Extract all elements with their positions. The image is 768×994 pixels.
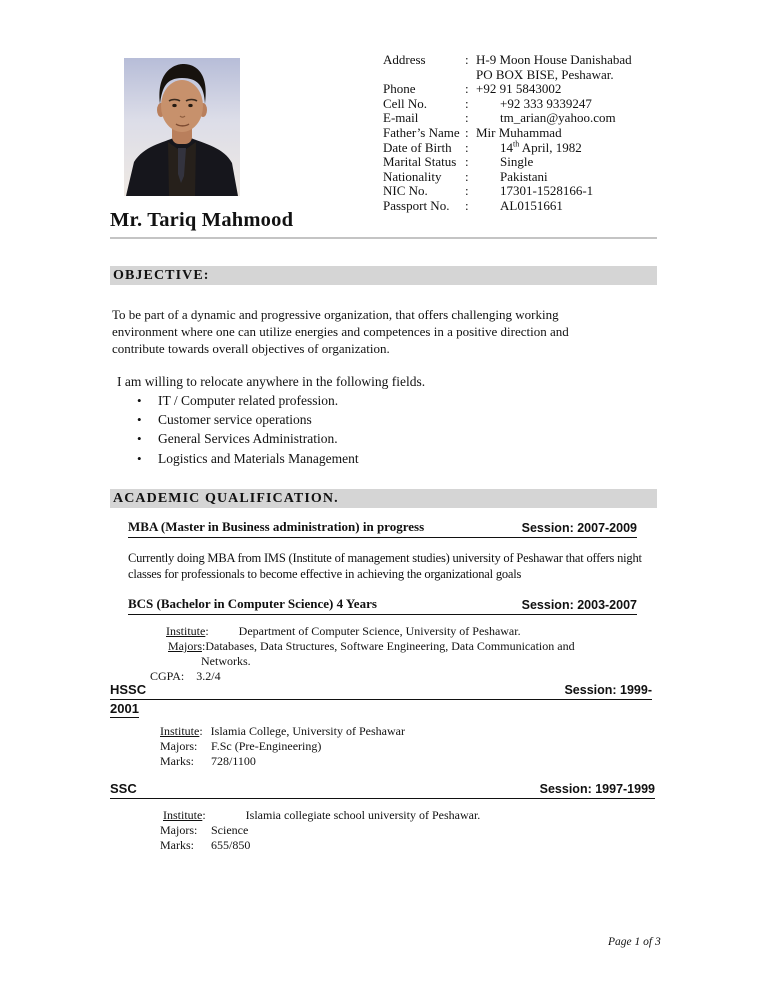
colon: : xyxy=(465,81,469,97)
mba-heading-row xyxy=(128,519,637,538)
colon: : xyxy=(465,95,469,111)
info-value: +92 91 5843002 xyxy=(476,81,562,97)
info-label: Father’s Name xyxy=(383,124,460,140)
detail-label: Institute xyxy=(160,724,200,738)
session-label: Session: 2003-2007 xyxy=(521,598,637,612)
majors-row xyxy=(110,739,405,754)
detail-value: Databases, Data Structures, Software Engineering, Data Communication and xyxy=(205,639,575,653)
detail-value: 655/850 xyxy=(211,838,251,852)
detail-label: Institute xyxy=(166,624,206,638)
marks-row xyxy=(110,754,405,769)
info-label: Cell No. xyxy=(383,95,428,111)
bcs-heading-row xyxy=(128,596,637,615)
objective-line: To be part of a dynamic and progressive organization, that offers challenging working xyxy=(112,307,559,322)
info-value: PO BOX BISE, Peshawar. xyxy=(476,66,614,82)
detail-label: Marks: xyxy=(160,754,194,768)
colon: : xyxy=(199,724,203,738)
bullet-icon: • xyxy=(137,431,142,447)
session-label: Session: 1997-1999 xyxy=(539,782,655,796)
detail-value: 3.2/4 xyxy=(196,669,221,683)
detail-value: F.Sc (Pre-Engineering) xyxy=(211,739,322,753)
bullet-icon: • xyxy=(137,411,142,427)
info-label: Phone xyxy=(383,81,416,97)
bullet-icon: • xyxy=(137,450,142,466)
info-row-nationality xyxy=(383,170,688,185)
mba-description-line: classes for professionals to become effective in achieving the organizational goals xyxy=(128,567,522,581)
info-value: 17301-1528166-1 xyxy=(500,183,594,199)
detail-label: Majors xyxy=(168,639,202,653)
info-row-email xyxy=(383,111,688,126)
detail-value: Networks. xyxy=(201,654,251,668)
institute-row xyxy=(110,808,480,823)
objective-heading: OBJECTIVE: xyxy=(110,266,657,285)
bullet-icon: • xyxy=(137,392,142,408)
hssc-heading-row xyxy=(110,682,652,700)
session-label: Session: 1999- xyxy=(564,683,652,697)
info-label: NIC No. xyxy=(383,183,428,199)
detail-value: Department of Computer Science, University of Peshawar. xyxy=(238,624,521,638)
info-row-phone xyxy=(383,82,688,97)
degree-title: HSSC xyxy=(110,682,147,697)
mba-description-line: Currently doing MBA from IMS (Institute of management studies) university of Peshawar that offers night xyxy=(128,551,642,565)
info-row-cell xyxy=(383,97,688,112)
info-label: Address xyxy=(383,52,426,67)
ssc-heading-row xyxy=(110,781,655,799)
detail-value: Islamia College, University of Peshawar xyxy=(210,724,405,738)
detail-label: Majors: xyxy=(160,739,198,753)
info-value: Single xyxy=(500,154,534,170)
person-name: Mr. Tariq Mahmood xyxy=(110,209,294,231)
list-item-text: Customer service operations xyxy=(158,411,312,427)
objective-line: environment where one can utilize energies and competences in a positive direction and xyxy=(112,324,569,339)
info-value: 14th April, 1982 xyxy=(500,139,582,155)
degree-title: MBA (Master in Business administration) in progress xyxy=(128,519,425,534)
list-item xyxy=(137,430,359,449)
mba-description xyxy=(128,550,642,582)
colon: : xyxy=(465,139,469,155)
colon: : xyxy=(465,124,469,140)
colon: : xyxy=(202,808,206,822)
info-row-passport xyxy=(383,199,688,214)
info-value: Pakistani xyxy=(500,168,548,184)
degree-title: BCS (Bachelor in Computer Science) 4 Years xyxy=(128,596,377,611)
detail-value: Science xyxy=(211,823,249,837)
portrait-photo xyxy=(124,58,240,196)
detail-label: Majors: xyxy=(160,823,198,837)
colon: : xyxy=(465,52,469,67)
info-row-nic xyxy=(383,184,688,199)
colon: : xyxy=(202,639,206,653)
list-item xyxy=(137,391,359,410)
detail-label: Marks: xyxy=(160,838,194,852)
info-label: Nationality xyxy=(383,168,442,184)
info-row-dob xyxy=(383,141,688,156)
page-indicator: Page 1 of 3 xyxy=(608,936,661,948)
colon: : xyxy=(465,154,469,170)
detail-value: 728/1100 xyxy=(211,754,256,768)
info-row-father-name xyxy=(383,126,688,141)
info-row-address xyxy=(383,53,688,68)
info-value: Mir Muhammad xyxy=(476,124,562,140)
objective-paragraph xyxy=(112,306,569,357)
list-item-text: Logistics and Materials Management xyxy=(158,450,359,466)
fields-list xyxy=(137,391,359,468)
info-value: AL0151661 xyxy=(500,197,563,213)
relocate-line: I am willing to relocate anywhere in the following fields. xyxy=(117,374,426,389)
ssc-details xyxy=(110,808,480,853)
info-value: H-9 Moon House Danishabad xyxy=(476,52,632,67)
colon: : xyxy=(205,624,209,638)
info-label: Passport No. xyxy=(383,197,450,213)
list-item xyxy=(137,410,359,429)
list-item xyxy=(137,449,359,468)
info-label: Marital Status xyxy=(383,154,457,170)
list-item-text: General Services Administration. xyxy=(158,431,338,447)
name-divider xyxy=(110,237,657,239)
info-label: Date of Birth xyxy=(383,139,452,155)
degree-title: SSC xyxy=(110,781,137,796)
institute-row xyxy=(110,624,575,639)
colon: : xyxy=(465,197,469,213)
info-row-address-cont xyxy=(383,68,688,83)
detail-label: Institute xyxy=(163,808,203,822)
objective-line: contribute towards overall objectives of organization. xyxy=(112,341,390,356)
info-value: tm_arian@yahoo.com xyxy=(500,110,616,126)
colon: : xyxy=(465,183,469,199)
detail-value: Islamia collegiate school university of Peshawar. xyxy=(245,808,481,822)
personal-info-block xyxy=(383,53,688,214)
marks-row xyxy=(110,838,480,853)
session-label-wrap: 2001 xyxy=(110,701,139,716)
hssc-details xyxy=(110,724,405,769)
institute-row xyxy=(110,724,405,739)
info-value: +92 333 9339247 xyxy=(500,95,592,111)
bcs-details xyxy=(110,624,575,684)
majors-row xyxy=(110,823,480,838)
info-label: E-mail xyxy=(383,110,419,126)
list-item-text: IT / Computer related profession. xyxy=(158,392,339,408)
detail-label: CGPA: xyxy=(150,669,185,683)
colon: : xyxy=(465,110,469,126)
colon: : xyxy=(465,168,469,184)
majors-row-cont xyxy=(110,654,575,669)
majors-row xyxy=(110,639,575,654)
info-row-marital xyxy=(383,155,688,170)
academic-heading: ACADEMIC QUALIFICATION. xyxy=(110,489,657,508)
session-label: Session: 2007-2009 xyxy=(521,521,637,535)
